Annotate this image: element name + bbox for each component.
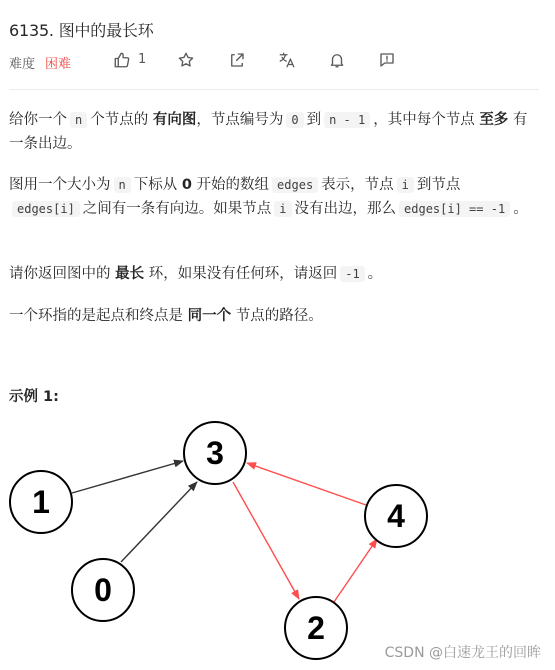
text: 请你返回图中的 (9, 266, 111, 282)
description-paragraph-2 (9, 173, 534, 221)
text: 。 (513, 201, 528, 217)
text: 下标从 (133, 177, 178, 193)
edge-1-to-3 (72, 461, 183, 493)
thumbs-up-icon[interactable] (113, 51, 131, 69)
graph-node-3 (184, 422, 246, 484)
text: 有一条出边。 (9, 112, 528, 152)
graph-node-0 (72, 559, 134, 621)
inline-code: edges (272, 177, 318, 193)
text: 没有出边，那么 (294, 201, 397, 217)
graph-node-2 (285, 597, 347, 659)
problem-meta (9, 52, 71, 72)
text: 到节点 (416, 177, 461, 193)
text: ，节点编号为 (196, 112, 284, 128)
node-label: 4 (387, 498, 405, 534)
edge-4-to-3 (247, 463, 366, 505)
header-divider (9, 89, 539, 90)
description-paragraph-3 (9, 262, 534, 286)
edge-2-to-4 (334, 539, 377, 602)
difficulty-badge: 困难 (45, 56, 72, 72)
edge-0-to-3 (121, 482, 197, 562)
text: 表示，节点 (321, 177, 394, 193)
text: 节点的路径。 (235, 308, 323, 324)
text: 个节点的 (90, 112, 149, 128)
problem-title: 6135. 图中的最长环 (9, 21, 154, 40)
text: 到 (306, 112, 322, 128)
description-paragraph-1 (9, 108, 534, 156)
bold-text: 0 (181, 177, 192, 193)
like-count: 1 (138, 52, 147, 67)
inline-code: edges[i] (12, 201, 80, 217)
inline-code: i (397, 177, 414, 193)
example-title: 示例 1: (9, 389, 59, 405)
inline-code: n (114, 177, 131, 193)
description-paragraph-4 (9, 304, 534, 328)
text: 环，如果没有任何环，请返回 (148, 266, 338, 282)
example-graph (0, 410, 555, 670)
translate-icon[interactable] (278, 51, 296, 69)
text: 图用一个大小为 (9, 177, 111, 193)
bold-text: 有向图 (152, 112, 197, 128)
node-label: 0 (94, 572, 112, 608)
feedback-icon[interactable] (378, 51, 396, 69)
graph-node-1 (10, 471, 72, 533)
inline-code: i (274, 201, 291, 217)
share-icon[interactable] (228, 51, 246, 69)
node-label: 1 (32, 484, 50, 520)
inline-code: edges[i] == -1 (399, 201, 510, 217)
bold-text: 最长 (115, 266, 145, 282)
inline-code: n (70, 112, 87, 128)
graph-node-4 (365, 485, 427, 547)
text: 。 (367, 266, 383, 282)
star-icon[interactable] (177, 51, 195, 69)
inline-code: -1 (340, 266, 364, 282)
bold-text: 同一个 (187, 308, 232, 324)
text: 开始的数组 (196, 177, 270, 193)
text: 一个环指的是起点和终点是 (9, 308, 183, 324)
text: 之间有一条有向边。如果节点 (82, 201, 272, 217)
text: ，其中每个节点 (373, 112, 475, 128)
node-label: 2 (307, 610, 325, 646)
difficulty-label: 难度 (9, 56, 36, 72)
bold-text: 至多 (479, 112, 509, 128)
csdn-watermark: CSDN @白速龙王的回眸 (384, 645, 541, 661)
bell-icon[interactable] (328, 51, 346, 69)
node-label: 3 (206, 435, 224, 471)
text: 给你一个 (9, 112, 67, 128)
inline-code: n - 1 (324, 112, 370, 128)
edge-3-to-2 (233, 482, 299, 599)
inline-code: 0 (286, 112, 303, 128)
